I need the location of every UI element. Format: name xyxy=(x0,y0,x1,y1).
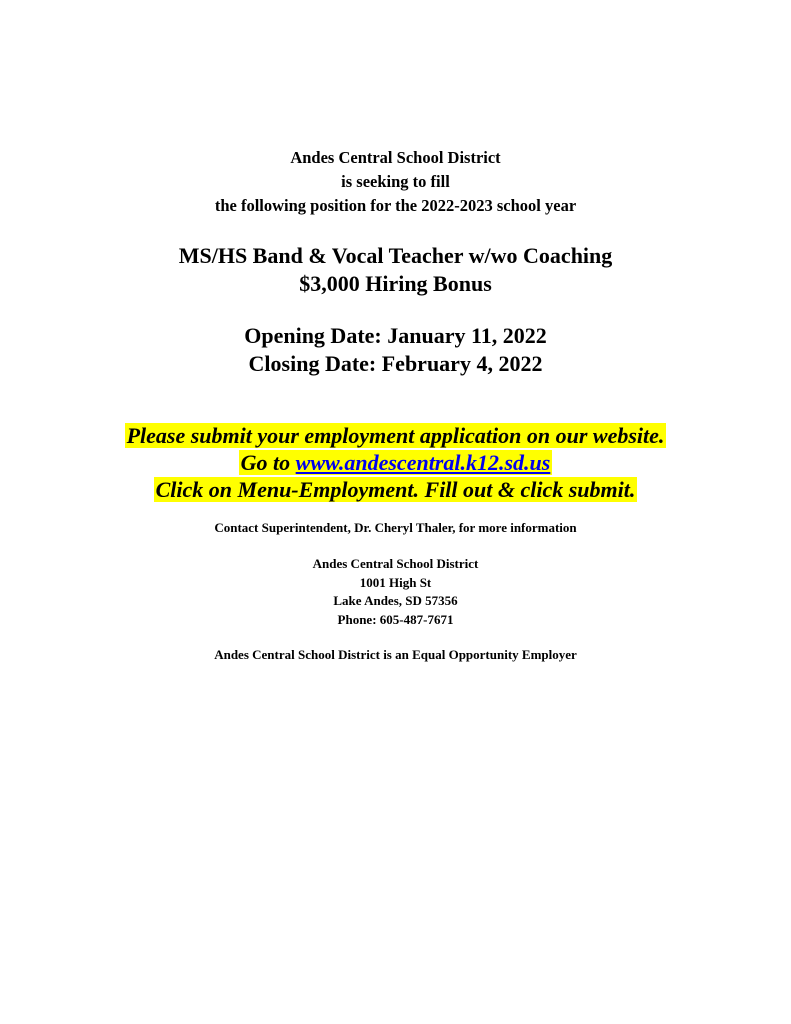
apply-line-2 xyxy=(0,449,791,476)
position-block xyxy=(0,242,791,298)
address-street: 1001 High St xyxy=(359,574,432,590)
address-phone: Phone: 605-487-7671 xyxy=(337,611,454,627)
opening-date: Opening Date: January 11, 2022 xyxy=(244,323,547,348)
dates-block xyxy=(0,322,791,378)
address-name: Andes Central School District xyxy=(312,556,479,571)
intro-block xyxy=(0,146,791,218)
apply-line-3 xyxy=(0,476,791,503)
apply-line-1 xyxy=(0,422,791,449)
equal-opportunity-statement: Andes Central School District is an Equal Opportunity Employer xyxy=(214,647,577,662)
website-link[interactable]: www.andescentral.k12.sd.us xyxy=(295,450,551,475)
school-year-line: the following position for the 2022-2023 school year xyxy=(214,196,577,215)
address-city: Lake Andes, SD 57356 xyxy=(333,593,458,608)
apply-line-2-highlight xyxy=(239,450,553,475)
apply-line-3-text: Click on Menu-Employment. Fill out & click submit. xyxy=(155,477,636,502)
position-title: MS/HS Band & Vocal Teacher w/wo Coaching xyxy=(178,243,613,268)
address-block xyxy=(0,555,791,629)
go-to-prefix: Go to xyxy=(240,450,296,475)
apply-line-1-text: Please submit your employment application on our website. xyxy=(126,423,665,448)
hiring-bonus: $3,000 Hiring Bonus xyxy=(299,271,492,296)
district-heading: Andes Central School District xyxy=(290,148,501,167)
closing-date: Closing Date: February 4, 2022 xyxy=(248,351,543,376)
apply-instructions xyxy=(0,422,791,503)
contact-line: Contact Superintendent, Dr. Cheryl Thaler, for more information xyxy=(214,520,577,535)
seeking-line: is seeking to fill xyxy=(341,172,450,191)
